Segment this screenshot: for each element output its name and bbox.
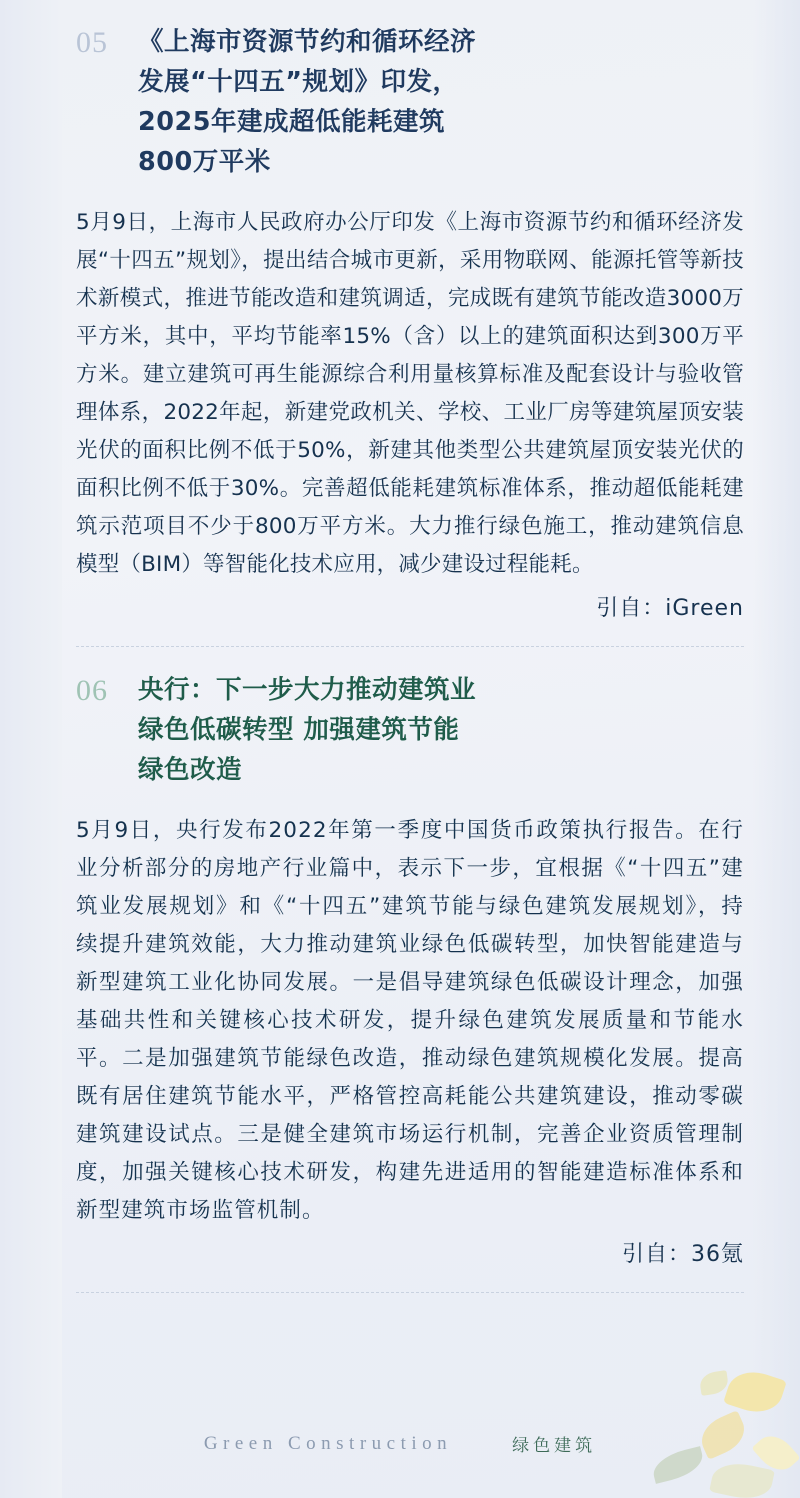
article-divider [76,1292,744,1294]
article-05-headline [138,22,744,182]
headline-line: 绿色改造 [138,755,243,785]
article-05-body: 5月9日，上海市人民政府办公厅印发《上海市资源节约和循环经济发展“十四五”规划》，提出结合城市更新，采用物联网、能源托管等新技术新模式，推进节能改造和建筑调适，完成既有建筑节能改造3000万平方米，其中，平均节能率15%（含）以上的建筑面积达到300万平方米。建立建筑可再生能源综合利用量核算标准及配套设计与验收管理体系，2022年起，新建党政机关、学校、工业厂房等建筑屋顶安装光伏的面积比例不低于50%，新建其他类型公共建筑屋顶安装光伏的面积比例不低于30%。完善超低能耗建筑标准体系，推动超低能耗建筑示范项目不少于800万平方米。大力推行绿色施工，推动建筑信息模型（BIM）等智能化技术应用，减少建设过程能耗。 [76,210,744,577]
article-06-source: 引自：36氪 [622,1242,744,1267]
article-06-body: 5月9日，央行发布2022年第一季度中国货币政策执行报告。在行业分析部分的房地产行业篇中，表示下一步，宜根据《“十四五”建筑业发展规划》和《“十四五”建筑节能与绿色建筑发展规划》，持续提升建筑效能，大力推动建筑业绿色低碳转型，加快智能建造与新型建筑工业化协同发展。一是倡导建筑绿色低碳设计理念，加强基础共性和关键核心技术研发，提升绿色建筑发展质量和节能水平。二是加强建筑节能绿色改造，推动绿色建筑规模化发展。提高既有居住建筑节能水平，严格管控高耗能公共建筑建设，推动零碳建筑建设试点。三是健全建筑市场运行机制，完善企业资质管理制度，加强关键核心技术研发，构建先进适用的智能建造标准体系和新型建筑市场监管机制。 [76,818,744,1223]
page-footer [0,1431,800,1456]
article-05-source: 引自：iGreen [596,596,744,621]
article-05-header [76,0,744,182]
headline-line: 《上海市资源节约和循环经济 [138,27,477,57]
article-05 [76,0,744,648]
footer-chinese-label: 绿色建筑 [512,1436,597,1456]
petal-decoration-icon [709,1458,775,1498]
article-06-headline [138,670,744,790]
article-06 [76,648,744,1294]
headline-line: 发展“十四五”规划》印发， [138,67,459,97]
headline-line: 绿色低碳转型 加强建筑节能 [138,715,460,745]
petal-decoration-icon [699,1370,730,1396]
article-05-number: 05 [76,26,108,59]
headline-line: 央行：下一步大力推动建筑业 [138,675,477,705]
headline-line: 2025年建成超低能耗建筑 [138,107,445,137]
headline-line: 800万平米 [138,147,271,177]
article-06-header [76,648,744,790]
article-06-number: 06 [76,674,108,707]
footer-english-label: Green Construction [203,1432,453,1454]
